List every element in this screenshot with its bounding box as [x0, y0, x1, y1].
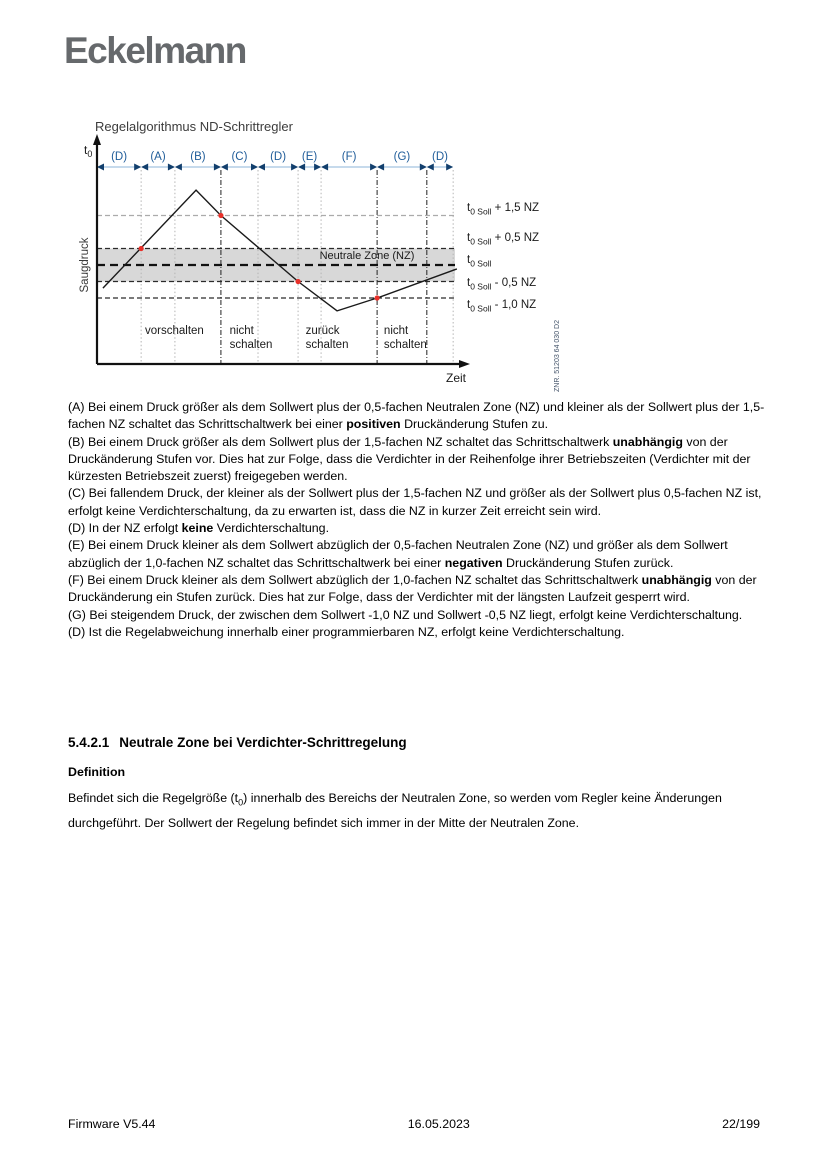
arrow-head-right-icon: [134, 164, 141, 171]
section-title: Neutrale Zone bei Verdichter-Schrittregelung: [119, 735, 407, 750]
footer-firmware: Firmware V5.44: [68, 1117, 156, 1131]
figure-regelalgorithmus: [60, 112, 640, 407]
region-label: (A): [150, 151, 166, 163]
paragraph-2: (B) Bei einem Druck größer als dem Sollwert plus der 1,5-fachen NZ schaltet das Schrittschaltwerk unabhängig von der Druckänderung Stufen vor. Dies hat zur Folge, dass die Verdichter in der Reihenfolge ihrer Betriebszeiten (Verdichter mit der kürzesten Betriebszeit zuerst) freigegeben werden.: [68, 434, 751, 484]
arrow-head-right-icon: [446, 164, 453, 171]
threshold-value-label: $t_{0 Soll}$: [467, 254, 492, 269]
arrow-head-right-icon: [420, 164, 427, 171]
arrow-head-right-icon: [291, 164, 298, 171]
arrow-head-left-icon: [298, 164, 305, 171]
action-label: zurück schalten: [305, 325, 349, 351]
footer-page-number: 22/199: [722, 1117, 760, 1131]
x-axis-arrow-icon: [459, 360, 470, 368]
region-label: (B): [190, 151, 206, 163]
arrow-head-right-icon: [168, 164, 175, 171]
section-heading: [68, 735, 407, 750]
switch-point-marker: [218, 213, 223, 218]
region-label: (F): [341, 151, 357, 163]
y-axis-title: Saugdruck: [79, 237, 91, 293]
paragraph-7: (G) Bei steigendem Druck, der zwischen dem Sollwert -1,0 NZ und Sollwert -0,5 NZ liegt, erfolgt keine Verdichterschaltung.: [68, 607, 743, 622]
neutral-zone-label: Neutrale Zone (NZ): [319, 250, 415, 262]
paragraph-8: (D) Ist die Regelabweichung innerhalb einer programmierbaren NZ, erfolgt keine Verdichterschaltung.: [68, 624, 625, 639]
section-number: 5.4.2.1: [68, 735, 110, 750]
region-label: (D): [270, 151, 287, 163]
action-label: nicht schalten: [229, 325, 273, 351]
arrow-head-left-icon: [221, 164, 228, 171]
arrow-head-right-icon: [214, 164, 221, 171]
arrow-head-left-icon: [321, 164, 328, 171]
threshold-value-label: $t_{0 Soll} - 1,0$ NZ: [467, 299, 537, 314]
arrow-head-right-icon: [251, 164, 258, 171]
figure-title: Regelalgorithmus ND-Schrittregler: [95, 119, 293, 134]
arrow-head-left-icon: [427, 164, 434, 171]
definition-heading: Definition: [68, 765, 126, 779]
arrow-head-left-icon: [258, 164, 265, 171]
x-axis-title: Zeit: [445, 371, 466, 385]
threshold-value-label: $t_{0 Soll} - 0,5$ NZ: [467, 277, 537, 292]
paragraph-6: (F) Bei einem Druck kleiner als dem Sollwert abzüglich der 1,0-fachen NZ schaltet das Schrittschaltwerk unabhängig von der Druckänderung ein Stufen zurück. Dies hat zur Folge, dass der Verdichter mit der längsten Laufzeit gesperrt wird.: [68, 572, 757, 605]
threshold-value-label: $t_{0 Soll} + 1,5$ NZ: [467, 202, 540, 217]
figure-drawing-number: ZNR. 51203 64 030 D2: [554, 320, 561, 392]
region-label: (E): [301, 151, 318, 163]
footer-date: 16.05.2023: [407, 1117, 470, 1131]
paragraph-1: (A) Bei einem Druck größer als dem Sollwert plus der 0,5-fachen Neutralen Zone (NZ) und kleiner als der Sollwert plus der 1,5-fachen NZ schaltet das Schrittschaltwerk bei einer positiven Druckänderung Stufen zu.: [68, 400, 765, 432]
action-label: vorschalten: [145, 325, 204, 337]
page-footer: [68, 1117, 760, 1131]
paragraph-3: (C) Bei fallendem Druck, der kleiner als der Sollwert plus der 1,5-fachen NZ und größer als der Sollwert plus 0,5-fachen NZ ist, erfolgt keine Verdichterschaltung, da zu erwarten ist, dass die NZ in kurzer Zeit erreicht sein wird.: [68, 486, 762, 518]
threshold-value-label: $t_{0 Soll} + 0,5$ NZ: [467, 232, 540, 247]
switch-point-marker: [375, 295, 380, 300]
region-label: (C): [231, 151, 248, 163]
action-label: nicht schalten: [383, 325, 427, 351]
arrow-head-left-icon: [377, 164, 384, 171]
paragraph-4: (D) In der NZ erfolgt keine Verdichterschaltung.: [68, 521, 330, 536]
arrow-head-left-icon: [141, 164, 148, 171]
switch-point-marker: [295, 279, 300, 284]
eckelmann-logo: Eckelmann: [64, 30, 246, 71]
region-label: (G): [393, 151, 411, 163]
y-axis-symbol: $t_0$: [84, 143, 93, 159]
arrow-head-right-icon: [370, 164, 377, 171]
arrow-head-right-icon: [314, 164, 321, 171]
region-label: (D): [111, 151, 128, 163]
nd-schrittregler-chart: [60, 112, 580, 402]
region-label: (D): [432, 151, 448, 163]
switch-point-marker: [139, 246, 144, 251]
body-paragraphs: [68, 399, 767, 641]
y-axis-arrow-icon: [93, 134, 101, 145]
paragraph-5: (E) Bei einem Druck kleiner als dem Sollwert abzüglich der 0,5-fachen Neutralen Zone (NZ) und größer als dem Sollwert abzüglich der 1,0-fachen NZ schaltet das Schrittschaltwerk bei einer negativen Druckänderung Stufen zurück.: [68, 538, 728, 570]
definition-paragraph: Befindet sich die Regelgröße $(t_0)$ innerhalb des Bereichs der Neutralen Zone, so werden vom Regler keine Änderungen durchgeführt. Der Sollwert der Regelung befindet sich immer in der Mitte der Neutralen Zone.: [68, 791, 722, 831]
arrow-head-left-icon: [175, 164, 182, 171]
